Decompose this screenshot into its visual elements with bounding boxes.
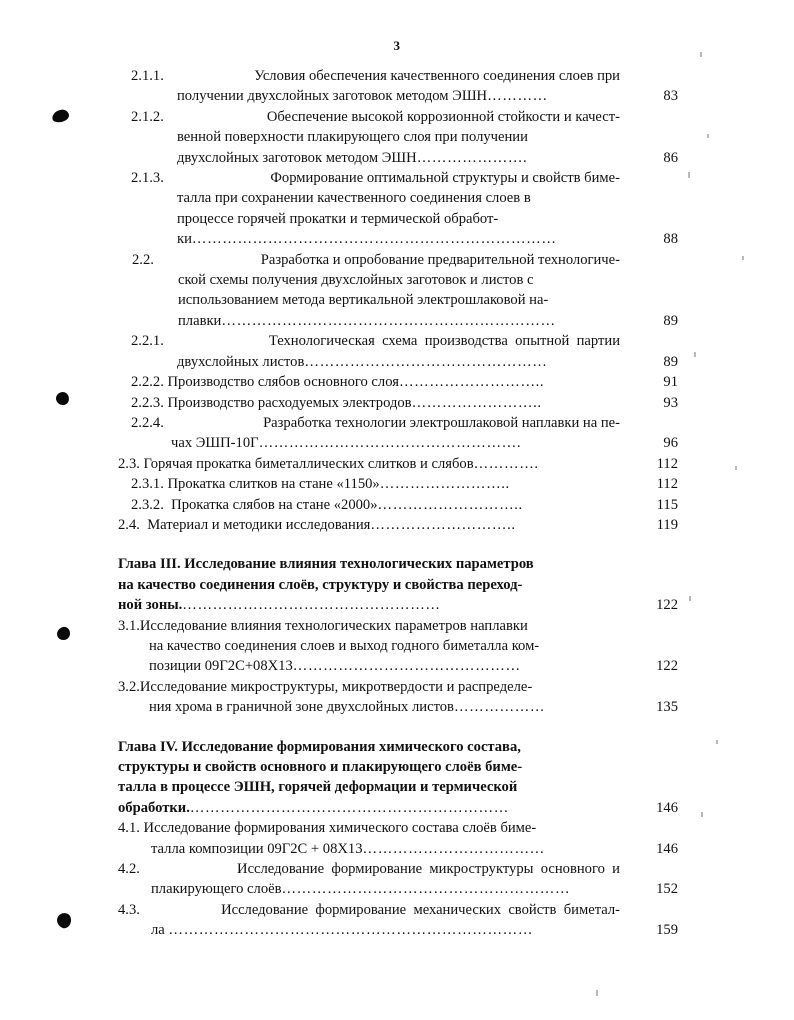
toc-entry-page: 83 (663, 88, 678, 105)
toc-entry-text (118, 859, 620, 900)
toc-entry[interactable] (0, 677, 794, 718)
toc-entry-text (118, 454, 620, 474)
dot-leader: ……………………………………… (292, 658, 521, 675)
toc-entry-number: 2.2.4. (131, 414, 164, 431)
toc-entry-line: Разработка и опробование предварительной технологиче- (260, 251, 620, 268)
toc-entry-text (118, 677, 620, 718)
toc-entry-line: двухслойных заготовок методом ЭШН (177, 149, 417, 166)
toc-entry[interactable] (0, 331, 794, 372)
toc-entry-page: 146 (656, 840, 678, 857)
dot-leader: …………. (473, 455, 539, 472)
toc-entry-line: Разработка технологии электрошлаковой наплавки на пе- (263, 414, 620, 431)
toc-chapter-entry[interactable] (0, 554, 794, 615)
toc-entry-line: Формирование оптимальной структуры и свойств биме- (270, 170, 620, 187)
toc-entry[interactable] (0, 168, 794, 250)
toc-entry-line: процессе горячей прокатки и термической обработ- (177, 210, 499, 227)
toc-entry-number: 2.2.2. (131, 374, 164, 391)
toc-entry-text (131, 107, 620, 168)
toc-entry-page: 88 (663, 231, 678, 248)
toc-entry-number: 2.4. (118, 516, 140, 533)
toc-entry-line: талла в процессе ЭШН, горячей деформации и термической (118, 779, 518, 796)
toc-entry[interactable] (0, 413, 794, 454)
toc-entry-line: Исследование влияния технологических параметров наплавки (139, 617, 528, 634)
toc-entry[interactable] (0, 250, 794, 332)
toc-entry[interactable] (0, 474, 794, 494)
toc-entry-number: 4.3. (118, 901, 140, 918)
toc-entry-text (131, 168, 620, 250)
toc-entry[interactable] (0, 393, 794, 413)
toc-entry-page: 152 (656, 881, 678, 898)
toc-entry-line: плавки (178, 312, 222, 329)
toc-entry-line: Производство расходуемых электродов (167, 394, 412, 411)
toc-entry-line: Исследование формирование микроструктуры основного и (237, 861, 620, 878)
toc-entry-page: 135 (656, 699, 678, 716)
toc-entry[interactable] (0, 454, 794, 474)
toc-entry-text (118, 900, 620, 941)
dot-leader: …………………. (416, 149, 528, 166)
toc-entry-line: Обеспечение высокой коррозионной стойкости и качест- (266, 108, 620, 125)
toc-entry-line: Технологическая схема производства опытной партии (268, 333, 620, 350)
toc-entry[interactable] (0, 495, 794, 515)
toc-entry-line: Прокатка слитков на стане «1150» (167, 476, 380, 493)
toc-entry-line: Глава IV. Исследование формирования химического состава, (118, 738, 521, 755)
toc-entry-line: Исследование формирование механических свойств биметал- (221, 901, 620, 918)
toc-entry-text (118, 616, 620, 677)
toc-entry-number: 2.1.1. (131, 68, 164, 84)
toc-entry-page: 89 (663, 353, 678, 370)
toc-entry-line: Прокатка слябов на стане «2000» (171, 496, 378, 513)
toc-entry-line: на качество соединения слоёв, структуру и свойства переход- (118, 576, 523, 593)
toc-entry-line: Глава III. Исследование влияния технологических параметров (118, 556, 534, 573)
toc-entry[interactable] (0, 66, 794, 107)
dot-leader: ………………………………………………… (281, 881, 571, 898)
dot-leader: ………………………………………………………… (221, 312, 556, 329)
toc-entry-line: Исследование микроструктуры, микротвердости и распределе- (139, 678, 533, 695)
dot-leader: ……………………………………………………………… (191, 231, 557, 248)
toc-entry-text (118, 554, 620, 615)
toc-entry-page: 91 (663, 374, 678, 391)
dot-leader: …………………….. (411, 394, 542, 411)
dot-leader: ……………………….. (398, 374, 545, 391)
toc-entry-number: 4.2. (118, 861, 140, 878)
toc-entry-line: ла (151, 922, 169, 939)
toc-entry-text (118, 818, 620, 859)
dot-leader: ……………………….. (370, 516, 516, 533)
dot-leader: …………………….. (379, 476, 510, 493)
toc-entry-line: Исследование формирования химического состава слоёв биме- (143, 820, 537, 837)
toc-entry-text (131, 66, 620, 107)
toc-entry-text (131, 474, 620, 494)
toc-entry-line: позиции 09Г2С+08Х13 (149, 658, 293, 675)
toc-entry[interactable] (0, 107, 794, 168)
toc-entry-text (131, 413, 620, 454)
toc-entry-text (131, 393, 620, 413)
toc-entry-text (118, 250, 620, 332)
toc-entry-line: талла при сохранении качественного соединения слоев в (177, 190, 531, 207)
toc-entry[interactable] (0, 818, 794, 859)
toc-entry-page: 122 (656, 658, 678, 675)
toc-entry-number: 2.2.1. (131, 333, 164, 350)
toc-entry-page: 119 (656, 516, 678, 533)
toc-entry-number: 2.3.2. (131, 496, 164, 513)
toc-entry-page: 115 (656, 496, 678, 513)
toc-entry-number: 3.1. (118, 617, 140, 634)
toc-entry[interactable] (0, 900, 794, 941)
toc-entry-line: талла композиции 09Г2С + 08Х13 (151, 840, 363, 857)
toc-entry-line: венной поверхности плакирующего слоя при получении (177, 129, 528, 146)
toc-entry-line: чах ЭШП-10Г (171, 435, 259, 452)
toc-entry-line: Горячая прокатка биметаллических слитков и слябов (143, 455, 474, 472)
toc-entry-text (131, 372, 620, 392)
toc-entry[interactable] (0, 859, 794, 900)
toc-entry-text (131, 495, 620, 515)
dot-leader: ……………………………… (362, 840, 545, 857)
toc-entry-number: 2.1.2. (131, 108, 164, 125)
dot-leader: ……………………….. (377, 496, 523, 513)
toc-entry-line: плакирующего слоёв (151, 881, 282, 898)
toc-entry-page: 159 (656, 922, 678, 939)
toc-entry[interactable] (0, 372, 794, 392)
toc-entry-page: 112 (656, 476, 678, 493)
toc-entry-number: 2.3. (118, 455, 140, 472)
toc-entry-line: ния хрома в граничной зоне двухслойных листов (149, 699, 454, 716)
toc-entry-line: обработки. (118, 799, 190, 816)
toc-entry-number: 2.2. (132, 251, 154, 268)
toc-entry-line: на качество соединения слоев и выход годного биметалла ком- (149, 637, 540, 654)
toc-entry-text (131, 331, 620, 372)
toc-entry-page: 146 (656, 799, 678, 816)
toc-entry-number: 2.1.3. (131, 170, 164, 187)
toc-entry-page: 93 (663, 394, 678, 411)
toc-entry-page: 112 (656, 455, 678, 472)
toc-entry-number: 2.3.1. (131, 476, 164, 493)
scan-speck (596, 990, 598, 996)
toc-entry-text (118, 515, 620, 535)
dot-leader: ……………… (453, 699, 546, 716)
toc-entry-number: 2.2.3. (131, 394, 164, 411)
toc-entry-page: 86 (663, 149, 678, 166)
toc-entry-number: 4.1. (118, 820, 140, 837)
toc-entry-line: двухслойных листов (177, 353, 305, 370)
dot-leader: ………………………………………… (304, 353, 548, 370)
dot-leader: ……………………………………………. (258, 435, 522, 452)
toc-entry-page: 96 (663, 435, 678, 452)
toc-entry-text (118, 737, 620, 819)
toc-entry-line: структуры и свойств основного и плакирующего слоёв биме- (118, 759, 523, 775)
dot-leader: ………… (487, 88, 548, 105)
toc-entry-line: Производство слябов основного слоя (167, 374, 399, 391)
toc-entry-line: ки (177, 231, 192, 248)
dot-leader: …………………………………………… (182, 597, 441, 614)
toc-entry-line: получении двухслойных заготовок методом ЭШН (177, 88, 488, 105)
dot-leader: ……………………………………………………… (189, 799, 509, 816)
toc-entry[interactable] (0, 515, 794, 535)
toc-entry-number: 3.2. (118, 678, 140, 695)
toc-entry-page: 122 (656, 597, 678, 614)
dot-leader: ……………………………………………………………… (168, 922, 534, 939)
toc-entry-line: Условия обеспечения качественного соединения слоев при (254, 68, 620, 84)
toc-entry-page: 89 (663, 312, 678, 329)
toc-entry-line: Материал и методики исследования (147, 516, 371, 533)
toc-entry[interactable] (0, 616, 794, 677)
page-folio: 3 (393, 38, 401, 53)
toc-entry-line: ной зоны. (118, 597, 183, 614)
toc-entry-line: ской схемы получения двухслойных заготовок и листов с (178, 272, 534, 289)
table-of-contents (0, 66, 794, 941)
toc-chapter-entry[interactable] (0, 737, 794, 819)
toc-entry-line: использованием метода вертикальной электрошлаковой на- (178, 292, 549, 309)
